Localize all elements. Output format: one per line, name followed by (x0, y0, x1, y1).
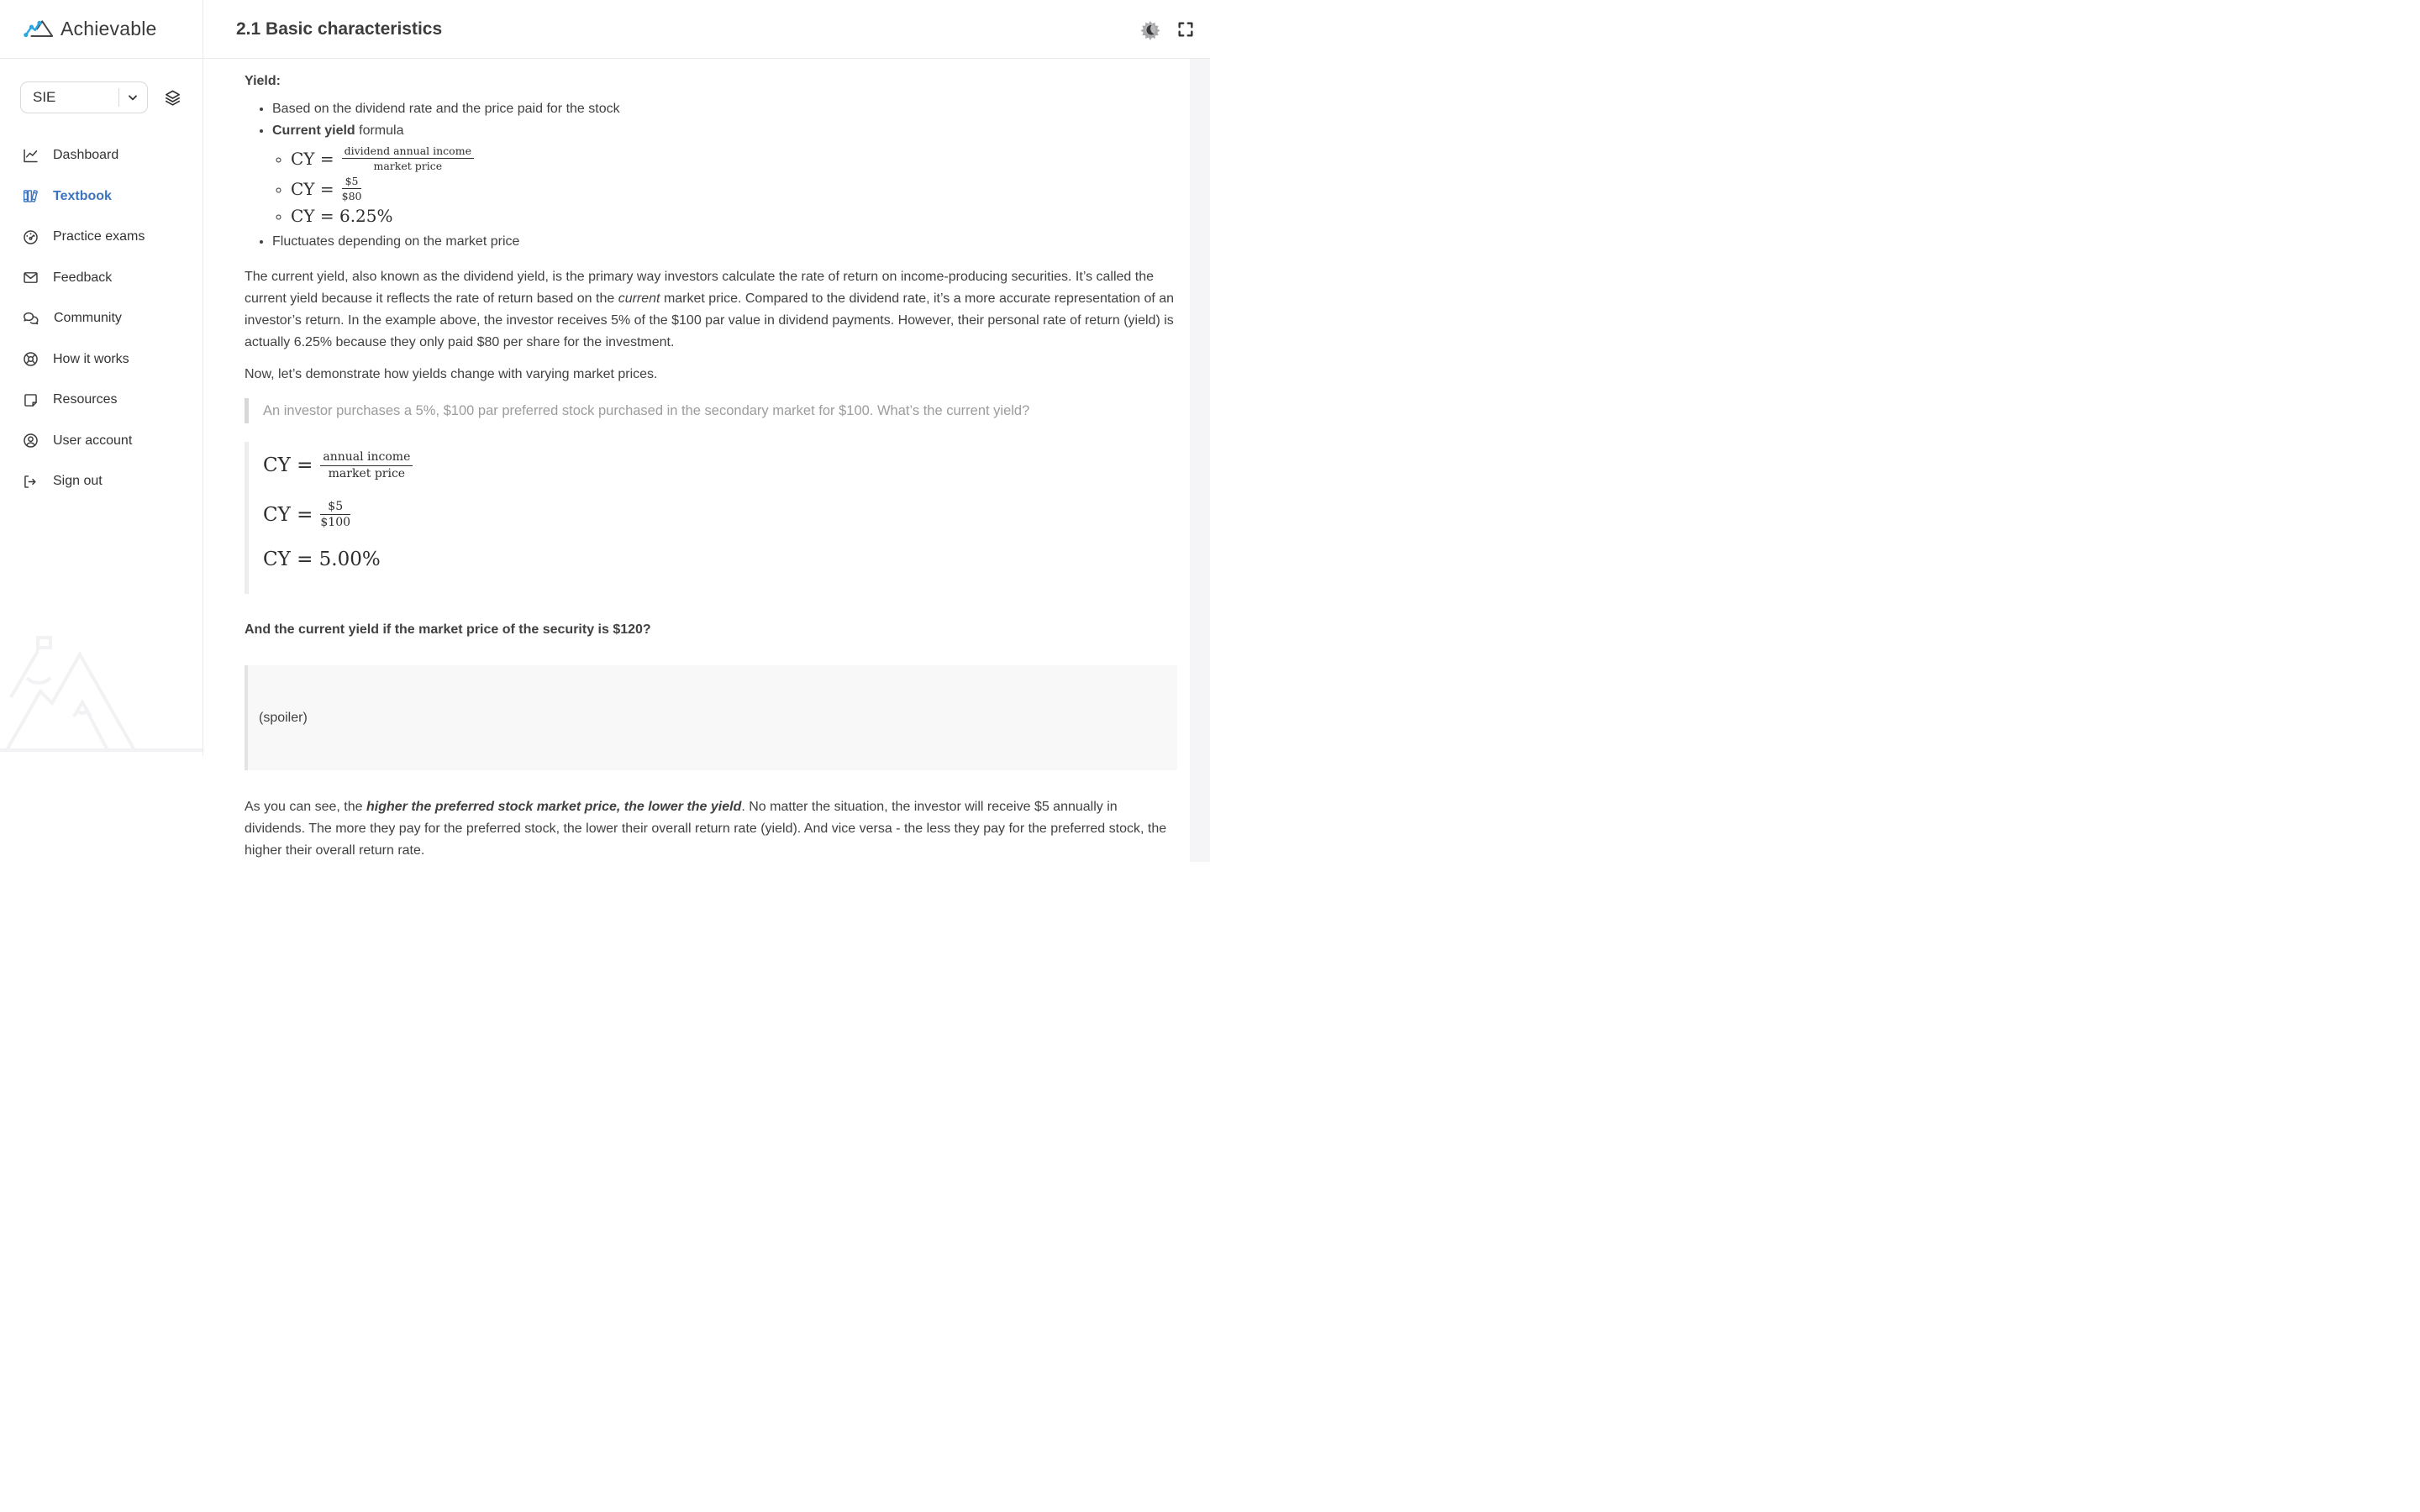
sidebar-item-how-it-works[interactable] (0, 339, 203, 381)
current-yield-term: Current yield (272, 123, 355, 138)
dashboard-icon (22, 147, 39, 165)
sidebar-item-label: User account (53, 433, 133, 448)
sign-out-icon (22, 473, 39, 491)
list-item: • Current yield formula ◦ CY = $\frac{\text{dividend annual income}}{\text{market price}}$ ◦ CY = $\frac{\$5}{\$80}$ ◦ CY = 6.25% (272, 120, 1177, 228)
theme-toggle-icon[interactable] (1139, 18, 1161, 40)
course-row (20, 81, 203, 113)
yield-bullet-list (245, 98, 1177, 253)
textbook-page (203, 59, 1177, 862)
demo-paragraph: Now, let’s demonstrate how yields change with varying market prices. (245, 367, 658, 381)
formula-sublist (272, 144, 1177, 228)
how-it-works-icon (22, 350, 39, 368)
closing-paragraph: As you can see, the higher the preferred stock market price, the lower the yield. No matter the situation, the investor will receive $5 annually in dividends. The more they pay for the preferred stock, the lower their overall return rate (yield). And vice versa - the less they pay for the preferred stock, the higher their overall return rate. (245, 800, 1167, 858)
user-account-icon (22, 432, 39, 449)
sidebar-item-label: Feedback (53, 270, 113, 285)
header (203, 0, 1210, 59)
layers-icon[interactable] (163, 88, 182, 108)
logo-text: Achievable (60, 18, 157, 39)
practice-exams-icon (22, 228, 39, 246)
achievable-logo-icon (23, 15, 55, 44)
spoiler-reveal-box[interactable] (245, 665, 1177, 770)
worked-formula-block (245, 442, 1177, 594)
list-item: • Fluctuates depending on the market price (272, 231, 1177, 253)
sidebar-item-label: Practice exams (53, 229, 145, 244)
formula-cy-result: CY = 5.00% (263, 549, 381, 571)
spoiler-label: (spoiler) (259, 710, 308, 725)
sidebar-item-practice-exams[interactable] (0, 217, 203, 258)
content-scroll-area (203, 59, 1210, 862)
chevron-down-icon (126, 91, 139, 104)
logo[interactable] (23, 15, 157, 44)
sidebar-item-textbook[interactable] (0, 176, 203, 218)
page-title: 2.1 Basic characteristics (236, 18, 443, 39)
header-icons (1139, 18, 1195, 40)
sidebar-item-label: Dashboard (53, 148, 119, 163)
logo-area (0, 0, 203, 59)
sidebar (0, 0, 203, 756)
sidebar-item-feedback[interactable] (0, 258, 203, 299)
fullscreen-icon[interactable] (1176, 20, 1195, 39)
sidebar-item-resources[interactable] (0, 380, 203, 421)
sidebar-item-label: Sign out (53, 474, 103, 489)
example-question-quote: An investor purchases a 5%, $100 par preferred stock purchased in the secondary market for $100. What’s the current yield? (245, 398, 1177, 423)
sidebar-item-dashboard[interactable] (0, 135, 203, 176)
sidebar-item-label: Community (54, 311, 122, 326)
scrollbar[interactable] (1190, 59, 1210, 862)
community-icon (22, 309, 40, 328)
yield-heading: Yield: (245, 74, 281, 88)
explanation-paragraph: The current yield, also known as the dividend yield, is the primary way investors calculate the rate of return on income-producing securities. It’s called the current yield because it reflects the rate of return based on the current market price. Compared to the dividend rate, it’s a more accurate representation of an investor’s return. In the example above, the investor receives 5% of the $100 par value in dividend payments. However, their personal rate of return (yield) is actually 6.25% because they only paid $80 per share for the investment. (245, 270, 1175, 349)
sidebar-item-community[interactable] (0, 298, 203, 339)
textbook-icon (22, 187, 39, 205)
sidebar-item-label: Textbook (53, 188, 112, 203)
sidebar-item-label: How it works (53, 351, 129, 366)
followup-question: And the current yield if the market price of the security is $120? (245, 622, 651, 638)
mountain-watermark (0, 609, 203, 756)
sidebar-nav (0, 135, 203, 502)
app-window (0, 0, 1210, 858)
formula-cy-result: ◦ CY = 6.25% (291, 205, 1177, 228)
course-select-divider (118, 88, 119, 107)
feedback-icon (22, 269, 39, 286)
sidebar-item-sign-out[interactable] (0, 461, 203, 502)
formula-cy-example: ◦ CY = $\frac{\$5}{\$80}$ (291, 175, 1177, 202)
formula-cy-definition: ◦ CY = $\frac{\text{dividend annual income}}{\text{market price}}$ (291, 144, 1177, 172)
course-select-value: SIE (33, 89, 56, 105)
formula-cy-example: CY = $\frac{\$5}{\$100}$ (263, 499, 351, 530)
formula-cy-definition: CY = $\frac{\text{annual income}}{\text{market price}}$ (263, 450, 1177, 481)
course-select[interactable] (20, 81, 148, 113)
list-item: • Based on the dividend rate and the price paid for the stock (272, 98, 1177, 120)
resources-icon (22, 391, 39, 409)
main-area (203, 0, 1210, 858)
sidebar-item-user-account[interactable] (0, 421, 203, 462)
sidebar-item-label: Resources (53, 392, 118, 407)
